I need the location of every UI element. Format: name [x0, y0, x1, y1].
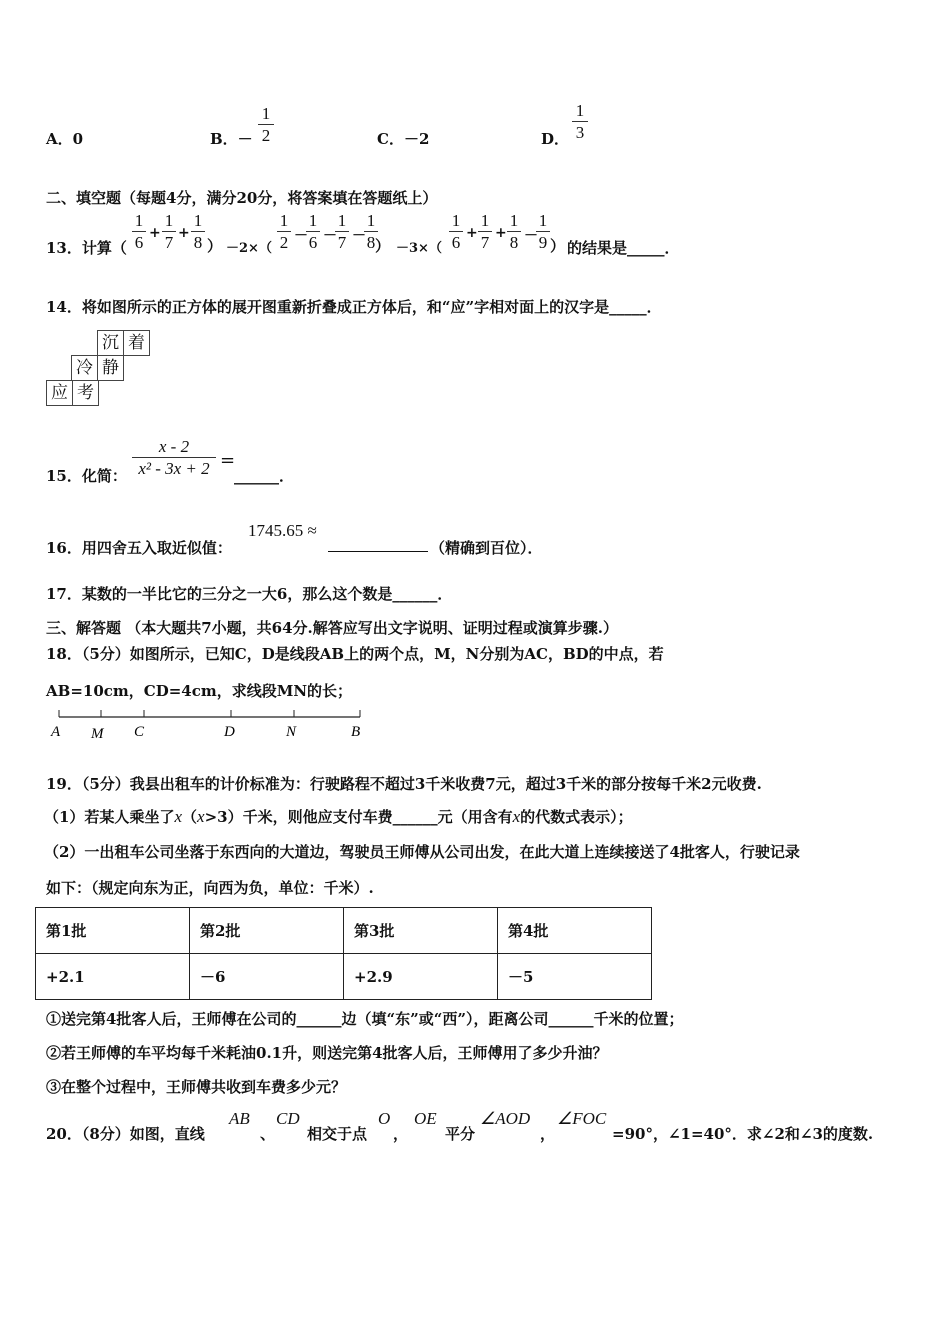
q20-text-c: 相交于点	[307, 1125, 368, 1143]
q13-fraction: 1 8	[507, 211, 521, 252]
q13-minus-3: －3×（	[396, 241, 442, 256]
q15-fraction: x - 2 x² - 3x + 2	[132, 437, 216, 478]
q16-suffix: （精确到百位）．	[430, 539, 543, 557]
q19-p1-text-a: （1）若某人乘坐了	[44, 808, 175, 826]
section-3-title: 三、解答题 （本大题共7小题，共64分.解答应写出文字说明、证明过程或演算步骤.）	[46, 619, 618, 637]
q16-expression: 1745.65 ≈	[248, 521, 317, 540]
label-c: C	[134, 724, 145, 740]
q20-cd: CD	[276, 1109, 300, 1128]
q20-o: O	[378, 1109, 391, 1128]
q19-line-1: 19．（5分）我县出租车的计价标准为：行驶路程不超过3千米收费7元，超过3千米的部分按每千米2元收费.	[46, 775, 762, 793]
q20-text-a: 20．（8分）如图，直线	[46, 1125, 205, 1143]
q13-operator: +	[495, 225, 507, 241]
label-n: N	[286, 724, 297, 740]
q19-p1-var2: x	[512, 807, 521, 826]
q13-fraction: 1 8	[191, 211, 205, 252]
net-cell: 考	[72, 380, 99, 406]
label-b: B	[351, 724, 361, 740]
q13-fraction: 1 6	[306, 211, 320, 252]
option-c: C．－2	[377, 130, 430, 148]
q20-oe: OE	[414, 1109, 437, 1128]
q13-fraction: 1 7	[162, 211, 176, 252]
segment-diagram	[46, 705, 376, 747]
q13-operator: －	[352, 228, 366, 244]
table-cell: +2.9	[344, 954, 498, 1000]
table-cell: －6	[190, 954, 344, 1000]
option-a: A．0	[46, 130, 84, 148]
q13-operator: －	[294, 228, 308, 244]
q20-text-f: ，	[540, 1125, 556, 1143]
net-cell: 静	[97, 355, 124, 381]
q15-blank: ______．	[234, 467, 295, 485]
q13-fraction: 1 6	[449, 211, 463, 252]
q20-foc: ∠FOC	[557, 1109, 607, 1128]
q19-p1-var: x	[174, 807, 182, 826]
q20-text-g: =90°，∠1=40°．求∠2和∠3的度数.	[612, 1125, 874, 1143]
q13-operator: +	[149, 225, 161, 241]
q19-p1-cond: x	[197, 807, 205, 826]
q20-text-b: 、	[260, 1125, 276, 1143]
q16-blank-line	[328, 535, 428, 552]
q15-equals: =	[220, 450, 236, 471]
section-2-title: 二、填空题（每题4分，满分20分，将答案填在答题纸上）	[46, 189, 438, 207]
q13-fraction: 1 2	[277, 211, 291, 252]
q17-text: 17．某数的一半比它的三分之一大6，那么这个数是______．	[46, 585, 453, 603]
q13-prefix: 13．计算（	[46, 239, 127, 257]
q20-ab: AB	[229, 1109, 250, 1128]
q19-part-2-line-1: （2）一出租车公司坐落于东西向的大道边，驾驶员王师傅从公司出发，在此大道上连续接送了4批客人，行驶记录	[44, 843, 800, 861]
q19-sub-3: ③在整个过程中，王师傅共收到车费多少元？	[46, 1078, 347, 1096]
table-row	[36, 954, 652, 1000]
q13-fraction: 1 6	[132, 211, 146, 252]
net-cell: 冷	[71, 355, 98, 381]
q20-aod: ∠AOD	[480, 1109, 531, 1128]
q13-operator: －	[524, 228, 538, 244]
q14-text: 14．将如图所示的正方体的展开图重新折叠成正方体后，和“应”字相对面上的汉字是_____．	[46, 298, 662, 316]
option-b-fraction: 1 2	[258, 104, 274, 145]
option-b: B．－	[210, 130, 253, 148]
q13-operator: +	[178, 225, 190, 241]
q20-text-d: ，	[393, 1125, 409, 1143]
table-cell: +2.1	[36, 954, 190, 1000]
q13-fraction: 1 7	[335, 211, 349, 252]
q13-fraction: 1 7	[478, 211, 492, 252]
q13-minus-2: －2×（	[226, 241, 272, 256]
q13-operator: +	[466, 225, 478, 241]
q19-part-2-line-2: 如下：（规定向东为正，向西为负，单位：千米）.	[46, 879, 374, 897]
q16-label: 16．用四舍五入取近似值：	[46, 539, 232, 557]
q13-suffix: 的结果是_____．	[567, 239, 680, 257]
driving-record-table	[35, 907, 652, 1000]
q15-label: 15．化简：	[46, 467, 127, 485]
q19-p1-text-d: 的代数式表示）；	[520, 808, 633, 826]
q19-sub-2: ②若王师傅的车平均每千米耗油0.1升，则送完第4批客人后，王师傅用了多少升油？	[46, 1044, 608, 1062]
label-d: D	[224, 724, 235, 740]
label-a: A	[51, 724, 61, 740]
table-header: 第4批	[498, 908, 652, 954]
table-header: 第1批	[36, 908, 190, 954]
q18-line-2: AB=10cm，CD=4cm，求线段MN的长；	[46, 682, 353, 700]
q13-close-3: ）	[550, 237, 566, 255]
net-cell: 应	[46, 380, 73, 406]
q13-close-1: ）	[207, 237, 223, 255]
q18-line-1: 18．（5分）如图所示，已知C，D是线段AB上的两个点，M，N分别为AC，BD的中点，若	[46, 645, 664, 663]
q13-fraction: 1 8	[364, 211, 378, 252]
q13-close-2: ）	[375, 237, 391, 255]
q19-p1-text-c: >3）千米，则他应支付车费______元（用含有	[204, 808, 513, 826]
q13-fraction: 1 9	[536, 211, 550, 252]
option-d-fraction: 1 3	[572, 101, 588, 142]
table-row	[36, 908, 652, 954]
table-header: 第3批	[344, 908, 498, 954]
table-cell: －5	[498, 954, 652, 1000]
q19-p1-text-b: （	[182, 808, 198, 826]
option-d: D．	[541, 130, 570, 148]
q19-part-1	[44, 806, 633, 827]
q19-sub-1: ①送完第4批客人后，王师傅在公司的______边（填“东”或“西”），距离公司______千米的位置；	[46, 1010, 684, 1028]
net-cell: 沉	[97, 330, 124, 356]
label-m: M	[91, 726, 104, 742]
table-header: 第2批	[190, 908, 344, 954]
net-cell: 着	[123, 330, 150, 356]
q20-text-e: 平分	[445, 1125, 476, 1143]
q13-operator: －	[323, 228, 337, 244]
